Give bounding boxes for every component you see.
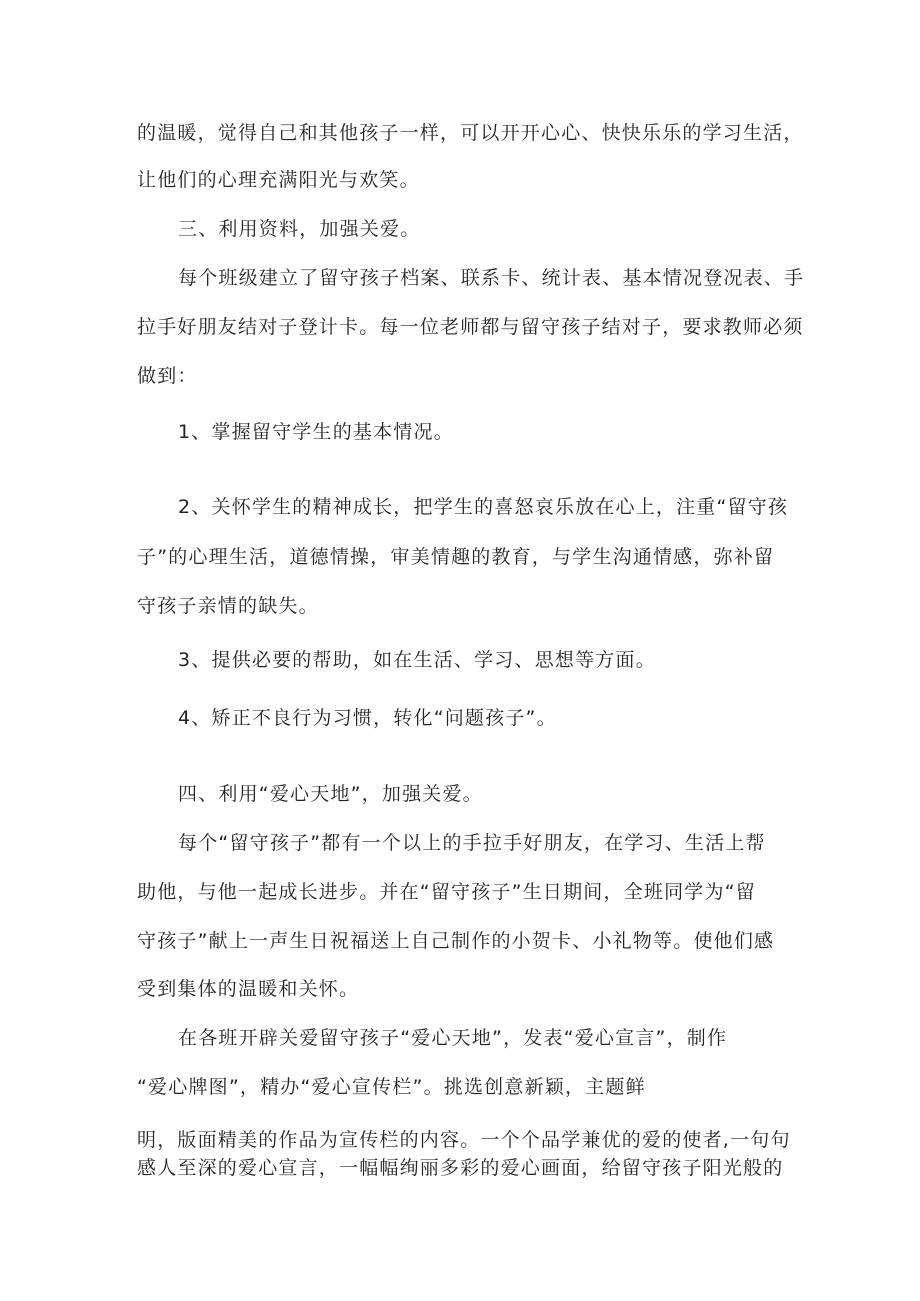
text-line: 子”的心理生活，道德情操，审美情趣的教育，与学生沟通情感，弥补留 <box>137 546 775 568</box>
list-item-2: 2、关怀学生的精神成长，把学生的喜怒哀乐放在心上，注重“留守孩 <box>178 496 789 518</box>
text-line: 明，版面精美的作品为宣传栏的内容。一个个品学兼优的爱的使者,一句句 <box>137 1129 791 1151</box>
text-line: “爱心牌图”，精办“爱心宣传栏”。挑选创意新颖，主题鲜 <box>137 1076 646 1098</box>
text-line: 每个“留守孩子”都有一个以上的手拉手好朋友，在学习、生活上帮 <box>178 832 766 854</box>
list-item-1: 1、掌握留守学生的基本情况。 <box>178 421 454 443</box>
text-line: 每个班级建立了留守孩子档案、联系卡、统计表、基本情况登况表、手 <box>178 267 805 289</box>
text-line: 守孩子亲情的缺失。 <box>137 595 319 617</box>
text-line: 守孩子”献上一声生日祝福送上自己制作的小贺卡、小礼物等。使他们感 <box>137 930 775 952</box>
text-line: 让他们的心理充满阳光与欢笑。 <box>137 169 420 191</box>
text-line: 受到集体的温暖和关怀。 <box>137 978 360 1000</box>
list-item-4: 4、矫正不良行为习惯，转化“问题孩子”。 <box>178 707 557 729</box>
text-line: 拉手好朋友结对子登计卡。每一位老师都与留守孩子结对子，要求教师必须 <box>137 316 804 338</box>
section-heading-4: 四、利用“爱心天地”，加强关爱。 <box>178 783 483 805</box>
text-line: 在各班开辟关爱留守孩子“爱心天地”，发表“爱心宣言”，制作 <box>178 1027 728 1049</box>
text-line: 感人至深的爱心宣言，一幅幅绚丽多彩的爱心画面，给留守孩子阳光般的 <box>137 1157 784 1179</box>
section-heading-3: 三、利用资料，加强关爱。 <box>178 218 421 240</box>
list-item-3: 3、提供必要的帮助，如在生活、学习、思想等方面。 <box>178 649 656 671</box>
text-line: 助他，与他一起成长进步。并在“留守孩子”生日期间，全班同学为“留 <box>137 881 756 903</box>
text-line: 做到： <box>137 365 198 387</box>
text-line: 的温暖，觉得自己和其他孩子一样，可以开开心心、快快乐乐的学习生活， <box>137 122 804 144</box>
